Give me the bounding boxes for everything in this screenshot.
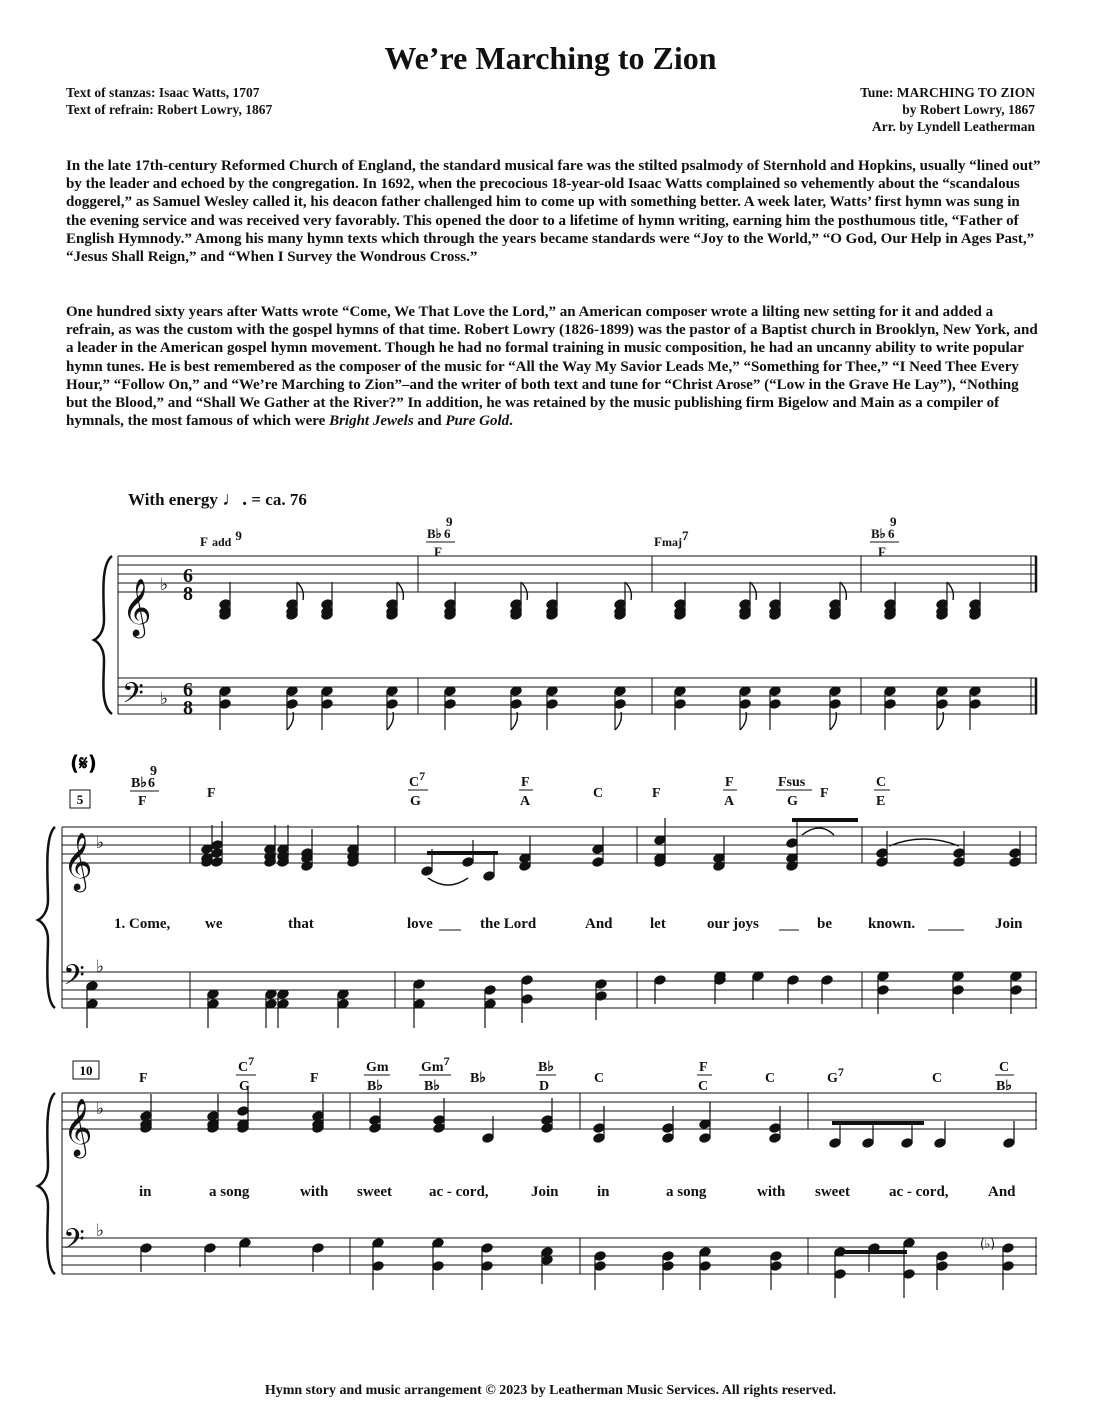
chord-symbol: F <box>310 1071 319 1086</box>
flat-key-signature-icon: ♭ <box>96 1221 105 1241</box>
bass-clef-icon: 𝄢 <box>63 1223 85 1263</box>
notehead <box>876 848 888 859</box>
tune-name: Tune: MARCHING TO ZION <box>860 85 1035 100</box>
chord-symbol: C <box>765 1071 776 1086</box>
chord-symbol <box>536 1060 556 1094</box>
note-flag <box>840 582 846 600</box>
note-flag <box>297 582 303 600</box>
notehead <box>654 975 666 986</box>
notehead <box>286 699 298 710</box>
notehead <box>433 1123 445 1134</box>
notehead <box>770 1261 782 1272</box>
notehead <box>219 699 231 710</box>
flat-key-signature-icon: ♭ <box>160 575 169 595</box>
svg-text:F: F <box>725 775 734 790</box>
story-text: and <box>413 413 446 430</box>
lyric-syllable: a song <box>209 1184 250 1200</box>
chord-symbol: B♭ <box>470 1071 486 1086</box>
notehead <box>301 861 313 872</box>
svg-text:B♭: B♭ <box>367 1079 383 1094</box>
chord-symbol: F <box>820 786 829 801</box>
arranger: Arr. by Lyndell Leatherman <box>871 119 1035 134</box>
svg-text:F: F <box>138 794 147 809</box>
page-title: We’re Marching to Zion <box>384 40 717 76</box>
treble-clef-icon: 𝄞 <box>63 1098 93 1156</box>
notehead <box>953 857 965 868</box>
notehead <box>674 699 686 710</box>
note-flag <box>521 582 527 600</box>
brace-icon <box>94 556 112 714</box>
notehead <box>595 991 607 1002</box>
notehead <box>594 1261 606 1272</box>
chord-symbol <box>426 514 455 559</box>
notehead <box>952 985 964 996</box>
svg-text:A: A <box>724 794 735 809</box>
notehead <box>662 1261 674 1272</box>
notehead <box>421 866 433 877</box>
notehead <box>739 699 751 710</box>
svg-text:B♭: B♭ <box>996 1079 1012 1094</box>
lyric-syllable: that <box>288 916 314 932</box>
copyright-footer: Hymn story and music arrangement © 2023 by Leatherman Music Services. All rights reserved. <box>264 1383 837 1398</box>
notehead <box>699 1261 711 1272</box>
svg-text:C: C <box>999 1060 1010 1075</box>
chord-symbol <box>995 1060 1014 1094</box>
notehead <box>1003 1138 1015 1149</box>
notehead <box>662 1133 674 1144</box>
notehead <box>787 975 799 986</box>
chord-symbol: C <box>932 1071 943 1086</box>
notehead <box>510 699 522 710</box>
notehead <box>204 1243 216 1254</box>
svg-text:Gm: Gm <box>366 1060 389 1075</box>
notehead <box>1002 1261 1014 1272</box>
note-flag <box>511 712 517 730</box>
notehead <box>769 699 781 710</box>
notehead <box>876 857 888 868</box>
notehead <box>593 1123 605 1134</box>
flat-key-signature-icon: ♭ <box>96 833 105 853</box>
svg-text:C7: C7 <box>409 769 426 790</box>
flat-key-signature-icon: ♭ <box>96 1099 105 1119</box>
notehead <box>786 861 798 872</box>
svg-text:F: F <box>878 544 886 559</box>
svg-text:G: G <box>239 1079 250 1094</box>
note-flag <box>287 712 293 730</box>
note-flag <box>937 712 943 730</box>
svg-text:D: D <box>539 1079 550 1094</box>
chord-symbol <box>870 514 899 559</box>
time-signature-denominator: 8 <box>183 583 193 605</box>
chord-symbol <box>519 775 533 809</box>
notehead <box>662 1123 674 1134</box>
measure-number: 10 <box>79 1063 93 1078</box>
chord-symbol <box>776 775 812 809</box>
notehead <box>321 699 333 710</box>
treble-clef-icon: 𝄞 <box>63 832 93 890</box>
notehead <box>829 699 841 710</box>
notehead <box>541 1123 553 1134</box>
svg-text:B♭: B♭ <box>131 776 147 791</box>
notehead <box>462 857 474 868</box>
book-title: Bright Jewels <box>329 413 414 430</box>
notehead <box>386 699 398 710</box>
flat-key-signature-icon: ♭ <box>160 689 169 709</box>
story-text: . <box>509 413 513 430</box>
book-title: Pure Gold <box>445 413 510 430</box>
note-flag <box>625 582 631 600</box>
chord-symbol <box>419 1054 451 1094</box>
notehead <box>769 1123 781 1134</box>
notehead <box>484 985 496 996</box>
svg-text:B♭: B♭ <box>424 1079 440 1094</box>
svg-text:C: C <box>876 775 887 790</box>
svg-text:9: 9 <box>446 514 453 529</box>
chord-symbol: F <box>139 1071 148 1086</box>
lyric-syllable: love <box>407 916 433 932</box>
notehead <box>713 861 725 872</box>
notehead <box>969 699 981 710</box>
lyric-syllable: the Lord <box>480 916 537 932</box>
chord-symbol: C <box>594 1071 605 1086</box>
svg-text:G: G <box>410 794 421 809</box>
tie <box>428 878 468 885</box>
hymn-story-paragraph-1: In the late 17th-century Reformed Church of England, the standard musical fare was the stilted psalmody of Sternhold and Hopkins, usually “lined out” by the leader and echoed by the congregation. In 1692, when the precocious 18-year-old Isaac Watts complained so vehemently about the “scandalous doggerel,” as Samuel Wesley called it, his deacon father challenged him to come up with something better. A week later, Watts’ first hymn was sung in the evening service and was received very favorably. This opened the door to a lifetime of hymn writing, earning him the posthumous title, “Father of English Hymnody.” Among his many hymn texts which through the years became standards were “Joy to the World,” “O God, Our Help in Ages Past,” “Jesus Shall Reign,” and “When I Survey the Wondrous Cross.” <box>66 158 1041 266</box>
bass-clef-icon: 𝄢 <box>122 677 144 717</box>
notehead <box>369 1123 381 1134</box>
chord-symbol: Fmaj7 <box>654 528 689 549</box>
notehead <box>936 1251 948 1262</box>
svg-text:6: 6 <box>444 526 451 541</box>
note-flag <box>615 712 621 730</box>
lyric-syllable: sweet <box>815 1184 850 1200</box>
svg-text:E: E <box>876 794 886 809</box>
tune-composer: by Robert Lowry, 1867 <box>902 102 1035 117</box>
lyric-syllable: we <box>205 916 223 932</box>
notehead <box>903 1269 915 1280</box>
notehead <box>483 871 495 882</box>
lyric-syllable: let <box>650 916 666 932</box>
time-signature-denominator: 8 <box>183 697 193 719</box>
tempo-text: With energy <box>128 490 218 509</box>
notehead <box>786 838 798 849</box>
notehead <box>444 699 456 710</box>
svg-text:9: 9 <box>150 764 157 779</box>
svg-text:6: 6 <box>148 776 155 791</box>
chord-symbol <box>130 764 159 809</box>
lyric-syllable: And <box>988 1184 1016 1200</box>
notehead <box>237 1106 249 1117</box>
lyric-syllable: known. <box>868 916 916 932</box>
svg-text:Gm7: Gm7 <box>421 1054 450 1075</box>
svg-text:B♭: B♭ <box>538 1060 554 1075</box>
notehead <box>699 1133 711 1144</box>
svg-text:Fsus: Fsus <box>778 775 806 790</box>
notehead <box>521 975 533 986</box>
treble-clef-icon: 𝄞 <box>122 578 152 636</box>
time-signature-numerator: 6 <box>183 565 193 587</box>
chord-symbol <box>236 1054 256 1094</box>
notehead <box>140 1243 152 1254</box>
chord-symbol <box>874 775 890 809</box>
lyric-syllable: with <box>300 1184 329 1200</box>
svg-text:F: F <box>699 1060 708 1075</box>
segno-marking: (𝄋) <box>70 751 97 775</box>
svg-text:F: F <box>434 544 442 559</box>
notehead <box>862 1138 874 1149</box>
notehead <box>1002 1243 1014 1254</box>
time-signature-numerator: 6 <box>183 679 193 701</box>
notehead <box>481 1261 493 1272</box>
svg-text:6: 6 <box>888 526 895 541</box>
tie <box>802 828 834 835</box>
notehead <box>821 975 833 986</box>
metronome-value: = ca. 76 <box>251 490 307 509</box>
lyric-syllable: 1. Come, <box>114 916 171 932</box>
notehead <box>877 985 889 996</box>
flat-key-signature-icon: ♭ <box>96 957 105 977</box>
notehead <box>481 1243 493 1254</box>
svg-text:G: G <box>787 794 798 809</box>
notehead <box>592 857 604 868</box>
chord-symbol: F add 9 <box>200 528 242 549</box>
note-flag <box>387 712 393 730</box>
lyric-syllable: with <box>757 1184 786 1200</box>
notehead <box>770 1251 782 1262</box>
lyric-syllable: in <box>597 1184 610 1200</box>
lyric-syllable: ac - cord, <box>889 1184 949 1200</box>
note-flag <box>750 582 756 600</box>
stanza-credit: Text of stanzas: Isaac Watts, 1707 <box>66 85 260 100</box>
lyric-syllable: ac - cord, <box>429 1184 489 1200</box>
notehead <box>594 1251 606 1262</box>
notehead <box>595 979 607 990</box>
note-flag <box>397 582 403 600</box>
brace-icon <box>38 1093 55 1274</box>
chord-symbol: F <box>652 786 661 801</box>
svg-text:B♭: B♭ <box>871 526 886 541</box>
notehead <box>519 861 531 872</box>
courtesy-accidental: (♭) <box>980 1237 996 1251</box>
notehead <box>1009 857 1021 868</box>
notehead <box>662 1251 674 1262</box>
svg-text:C: C <box>698 1079 709 1094</box>
story-text: One hundred sixty years after Watts wrote “Come, We That Love the Lord,” an American composer wrote a lilting new setting for it and added a refrain, as was the custom with the gospel hymns of that time. Robert Lowry (1826-1899) was the pastor of a Baptist church in Brooklyn, New York, and a leader in the American gospel hymn movement. Though he had no formal training in music composition, he had an uncanny ability to write popular hymn tunes. He is best remembered as the composer of the music for “All the Way My Savior Leads Me,” “Something for Thee,” “I Need Thee Every Hour,” “Follow On,” and “We’re Marching to Zion”–and the writer of both text and tune for “Christ Arose” (“Low in the Grave He Lay”), “Nothing but the Blood,” and “Shall We Gather at the River?” In addition, he was retained by the music publishing firm Bigelow and Main as a compiler of hymnals, the most famous of which were <box>66 304 1038 430</box>
notehead <box>546 699 558 710</box>
bass-clef-icon: 𝄢 <box>63 959 85 999</box>
lyric-syllable: Join <box>531 1184 559 1200</box>
notehead <box>432 1261 444 1272</box>
lyric-syllable: be <box>817 916 832 932</box>
note-flag <box>740 712 746 730</box>
notehead <box>953 848 965 859</box>
svg-text:F: F <box>521 775 530 790</box>
notehead <box>884 699 896 710</box>
lyric-syllable: sweet <box>357 1184 392 1200</box>
svg-text:9: 9 <box>890 514 897 529</box>
notehead <box>936 699 948 710</box>
chord-symbol: F <box>207 786 216 801</box>
note-flag <box>830 712 836 730</box>
notehead <box>1009 848 1021 859</box>
lyric-syllable: Join <box>995 916 1023 932</box>
chord-symbol <box>408 769 428 809</box>
svg-text:A: A <box>520 794 531 809</box>
brace-icon <box>38 827 55 1008</box>
svg-text:B♭: B♭ <box>427 526 442 541</box>
notehead <box>769 1133 781 1144</box>
notehead <box>614 699 626 710</box>
notehead <box>829 1138 841 1149</box>
dotted-quarter-icon: ♩. <box>222 488 248 510</box>
notehead <box>482 1133 494 1144</box>
notehead <box>1010 985 1022 996</box>
notehead <box>413 979 425 990</box>
chord-symbol: C <box>593 786 604 801</box>
note-flag <box>947 582 953 600</box>
notehead <box>593 1133 605 1144</box>
notehead <box>834 1269 846 1280</box>
notehead <box>934 1138 946 1149</box>
measure-number: 5 <box>76 792 84 807</box>
chord-symbol: G7 <box>827 1065 844 1086</box>
lyric-syllable: And <box>585 916 613 932</box>
notehead <box>901 1138 913 1149</box>
notehead <box>372 1261 384 1272</box>
notehead <box>936 1261 948 1272</box>
chord-symbol <box>364 1060 390 1094</box>
notehead <box>211 857 223 868</box>
lyric-syllable: our joys <box>707 916 759 932</box>
notehead <box>312 1243 324 1254</box>
refrain-credit: Text of refrain: Robert Lowry, 1867 <box>66 102 273 117</box>
lyric-syllable: in <box>139 1184 152 1200</box>
chord-symbol <box>723 775 737 809</box>
lyric-syllable: a song <box>666 1184 707 1200</box>
chord-symbol <box>697 1060 712 1094</box>
notehead <box>521 994 533 1005</box>
svg-text:C7: C7 <box>238 1054 255 1075</box>
